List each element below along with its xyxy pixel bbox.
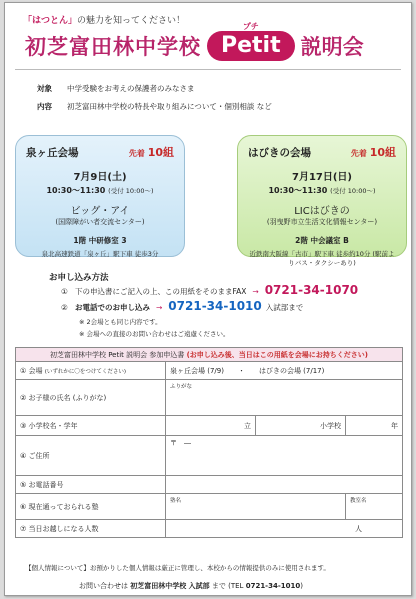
venue-date: 7月17日(日) — [291, 172, 352, 183]
venue-date: 7月9日(土) — [73, 172, 127, 183]
venue-room: 1階 中研修室 3 — [73, 236, 127, 245]
grade-field[interactable]: 年 — [346, 416, 403, 436]
content-label: 内容 — [37, 102, 52, 111]
fax-number[interactable]: 0721-34-1070 — [264, 283, 359, 297]
petit-pill: Petit — [207, 31, 295, 61]
form-row-address: ④ ご住所 〒 ― — [16, 436, 403, 476]
venue-access: 泉北高速鉄道「泉ヶ丘」駅下車 徒歩3分 — [41, 250, 159, 258]
privacy-note: 【個人情報について】お預かりした個人情報は厳正に管理し、本校からの情報提供のみに使用されます。 — [25, 564, 330, 572]
target-row — [37, 83, 195, 94]
classroom-name-field[interactable]: 教室名 — [346, 494, 403, 520]
apply-fax-line: ① 下の申込書にご記入の上、この用紙をそのままFAX → 0721-34-1070 — [61, 283, 359, 297]
venue-access: 近鉄南大阪線「古市」駅下車 徒歩約10分 (駅前よりバス・タクシーあり) — [249, 250, 395, 267]
venue-room: 2階 中会議室 B — [295, 236, 349, 245]
arrow-icon: → — [156, 303, 163, 312]
address-field[interactable]: 〒 ― — [166, 436, 403, 476]
content-text: 初芝富田林中学校の特長や取り組みについて・個別相談 など — [67, 102, 272, 111]
venue-place-sub: (国際障がい者交流センター) — [55, 218, 145, 226]
venue-name: 泉ヶ丘会場 — [26, 147, 79, 159]
form-row-attendees: ⑦ 当日お越しになる人数 人 — [16, 520, 403, 538]
petit-badge — [207, 22, 295, 61]
child-name-field[interactable]: ふりがな — [166, 380, 403, 416]
venue-name: はびきの会場 — [248, 147, 311, 159]
contact-tel[interactable]: 0721-34-1010 — [245, 582, 301, 590]
page-title — [25, 22, 364, 63]
tel-number[interactable]: 0721-34-1010 — [168, 299, 262, 313]
contact-line: お問い合わせは 初芝富田林中学校 入試部 まで (TEL 0721-34-1010) — [79, 582, 303, 590]
title-event: 説明会 — [300, 35, 364, 59]
application-form — [15, 347, 403, 538]
apply-note: ※ 会場への直接のお問い合わせはご遠慮ください。 — [79, 330, 230, 338]
petit-ruby: プチ — [242, 22, 259, 31]
phone-field[interactable] — [166, 476, 403, 494]
form-row-child-name: ② お子様の氏名 (ふりがな) ふりがな — [16, 380, 403, 416]
venue-seats: 先着 10組 — [128, 146, 174, 159]
form-row-venue: ① 会場 (いずれかに〇をつけてください) 泉ヶ丘会場 (7/9) ・ はびきの会場 (7/17) — [16, 362, 403, 380]
venue-time: 10:30～11:30 (受付 10:00～) — [268, 186, 376, 195]
title-school: 初芝富田林中学校 — [25, 35, 201, 59]
venue-place: ビッグ・アイ — [70, 206, 130, 217]
apply-tel-line: ② お電話でのお申し込み → 0721-34-1010 入試部まで — [61, 299, 304, 313]
venue-time: 10:30～11:30 (受付 10:00～) — [46, 186, 154, 195]
school-prefecture-field[interactable]: 立 — [166, 416, 256, 436]
form-header: 初芝富田林中学校 Petit 説明会 参加申込書 (お申し込み後、当日はこの用紙を会場にお持ちください) — [16, 348, 403, 362]
arrow-icon: → — [252, 287, 259, 296]
tagline-text: の魅力を知ってください！ — [77, 16, 186, 26]
form-row-phone: ⑤ お電話番号 — [16, 476, 403, 494]
cram-school-name-field[interactable]: 塾名 — [166, 494, 346, 520]
venue-card-izumigaoka — [15, 135, 185, 257]
target-label: 対象 — [37, 84, 52, 93]
content-row — [37, 101, 272, 112]
venue-seats: 先着 10組 — [350, 146, 396, 159]
tagline — [23, 13, 185, 26]
title-divider — [15, 69, 401, 70]
tagline-brand: 「はつとん」 — [23, 16, 78, 26]
target-text: 中学受験をお考えの保護者のみなさま — [67, 84, 195, 93]
form-row-cram-school: ⑥ 現在通っておられる塾 塾名 教室名 — [16, 494, 403, 520]
venue-place: LICはびきの — [294, 206, 350, 217]
venue-choice[interactable]: 泉ヶ丘会場 (7/9) ・ はびきの会場 (7/17) — [166, 362, 403, 380]
apply-heading: お申し込み方法 — [49, 273, 109, 283]
venue-place-sub: (羽曳野市立生活文化情報センター) — [266, 218, 378, 226]
school-name-field[interactable]: 小学校 — [256, 416, 346, 436]
venue-card-habikino — [237, 135, 407, 267]
attendee-count-field[interactable]: 人 — [166, 520, 403, 538]
apply-note: ※ 2会場とも同じ内容です。 — [79, 318, 162, 326]
form-row-school: ③ 小学校名・学年 立 小学校 年 — [16, 416, 403, 436]
flyer-page — [4, 2, 412, 596]
